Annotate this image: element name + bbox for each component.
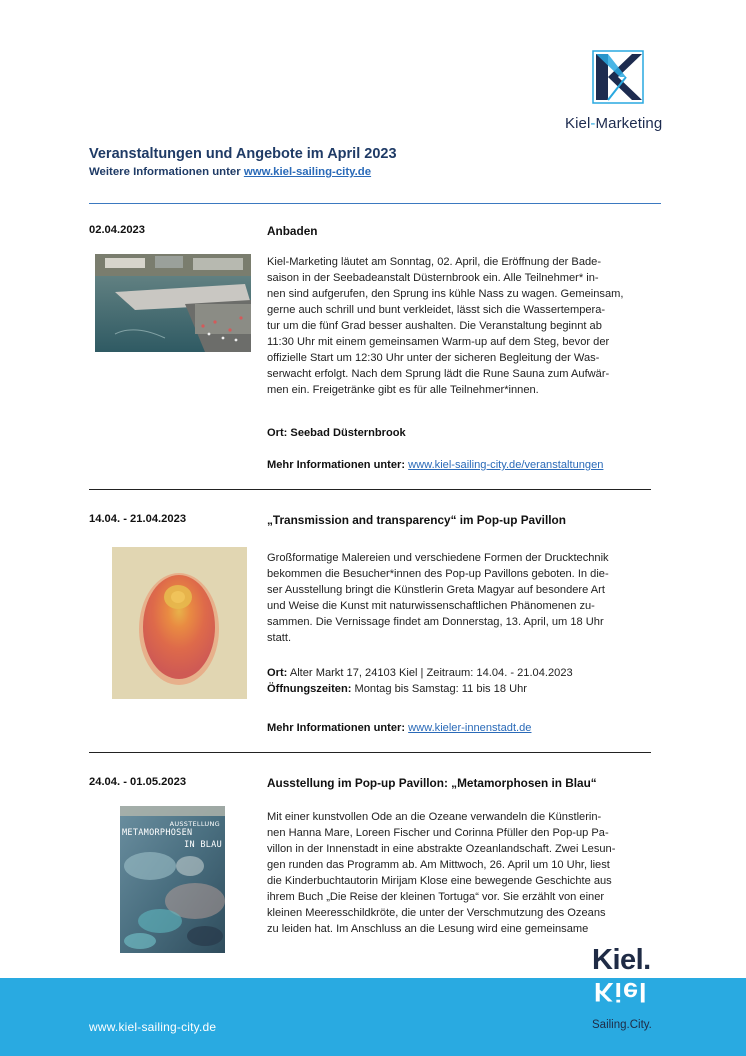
- website-link[interactable]: www.kiel-sailing-city.de: [243, 166, 372, 178]
- kiel-logo-mirror: Kiel: [594, 977, 648, 1007]
- page-title: Veranstaltungen und Angebote im April 2023: [89, 146, 397, 162]
- poster-subtitle: IN BLAU: [184, 840, 222, 850]
- event-title: „Transmission and transparency“ im Pop-up Pavillon: [267, 513, 566, 527]
- event-more-info: Mehr Informationen unter: www.kiel-sailing-city.de/veranstaltungen: [267, 459, 604, 471]
- footer-tagline: Sailing.City.: [592, 1019, 652, 1031]
- kiel-marketing-logo-icon: [592, 50, 644, 104]
- event-description: Großformatige Malereien und verschiedene Formen der Drucktechnik bekommen die Besucher*innen des Pop-up Pavillons geboten. In die- ser Ausstellung bringt die Künstlerin Greta Magyar auf besondere Art und Weise die Kunst mit naturwissenschaftlichen Phänomenen zu- sammen. Die Vernissage findet am Donnerstag, 13. April, um 18 Uhr statt.: [267, 552, 609, 644]
- brand-name: Kiel-Marketing: [565, 115, 663, 132]
- event-title: Ausstellung im Pop-up Pavillon: „Metamorphosen in Blau“: [267, 776, 597, 790]
- exhibition-poster: [120, 806, 225, 953]
- footer-website-link[interactable]: www.kiel-sailing-city.de: [89, 1020, 217, 1034]
- event-date: 02.04.2023: [89, 224, 145, 236]
- painting-image: [112, 547, 247, 699]
- event-title: Anbaden: [267, 224, 318, 238]
- event-description: Mit einer kunstvollen Ode an die Ozeane verwandeln die Künstlerin- nen Hanna Mare, Loreen Fischer und Corinna Pfüller den Pop-up Pa- villon in der Innenstadt in eine abstrakte Ozeanlandschaft. Zwei Lesun- gen runden das Programm ab. Am Mittwoch, 26. April um 10 Uhr, liest die Kinderbuchtautorin Mirijam Klose eine bewegende Geschichte aus ihrem Buch „Die Reise der kleinen Tortuga“ vor. Sie erzählt von einer kleinen Meeresschildkröte, die unter der Verschmutzung des Ozeans zu leiden hat. Im Anschluss an die Lesung wird eine gemeinsame: [267, 811, 616, 935]
- poster-label: AUSSTELLUNG: [169, 820, 220, 828]
- event-link[interactable]: www.kieler-innenstadt.de: [408, 722, 532, 734]
- event-description: Kiel-Marketing läutet am Sonntag, 02. April, die Eröffnung der Bade- saison in der Seebadeanstalt Düsternbrook ein. Alle Teilnehmer* in- nen sind aufgerufen, den Sprung ins kühle Nass zu wagen. Gemeinsam, gerne auch schrill und bunt verkleidet, lässt sich die Wassertempera- tur um die fünf Grad besser aushalten. Die Veranstaltung beginnt ab 11:30 Uhr mit einem gemeinsamen Warm-up auf dem Steg, bevor der offizielle Start um 12:30 Uhr unter der sicheren Begleitung der Was- serwacht erfolgt. Nach dem Sprung lädt die Rune Sauna zum Aufwär- men ein. Freigetränke gibt es für alle Teilnehmer*innen.: [267, 256, 624, 396]
- kiel-sailing-city-logo: Kiel.: [592, 944, 651, 976]
- event-date: 14.04. - 21.04.2023: [89, 513, 187, 525]
- bathing-pier-photo: [95, 254, 251, 352]
- event-more-info: Mehr Informationen unter: www.kieler-innenstadt.de: [267, 722, 532, 734]
- event-location: Ort: Alter Markt 17, 24103 Kiel | Zeitraum: 14.04. - 21.04.2023: [267, 667, 573, 679]
- header-divider: [89, 203, 661, 204]
- event-date: 24.04. - 01.05.2023: [89, 776, 187, 788]
- event-hours: Öffnungszeiten: Montag bis Samstag: 11 bis 18 Uhr: [267, 683, 527, 695]
- event-location: Ort: Seebad Düsternbrook: [267, 427, 406, 439]
- section-separator: [89, 752, 651, 753]
- event-link[interactable]: www.kiel-sailing-city.de/veranstaltungen: [408, 459, 604, 471]
- section-separator: [89, 489, 651, 490]
- page-subtitle: Weitere Informationen unter www.kiel-sailing-city.de: [89, 166, 372, 178]
- poster-title: METAMORPHOSEN: [122, 828, 193, 838]
